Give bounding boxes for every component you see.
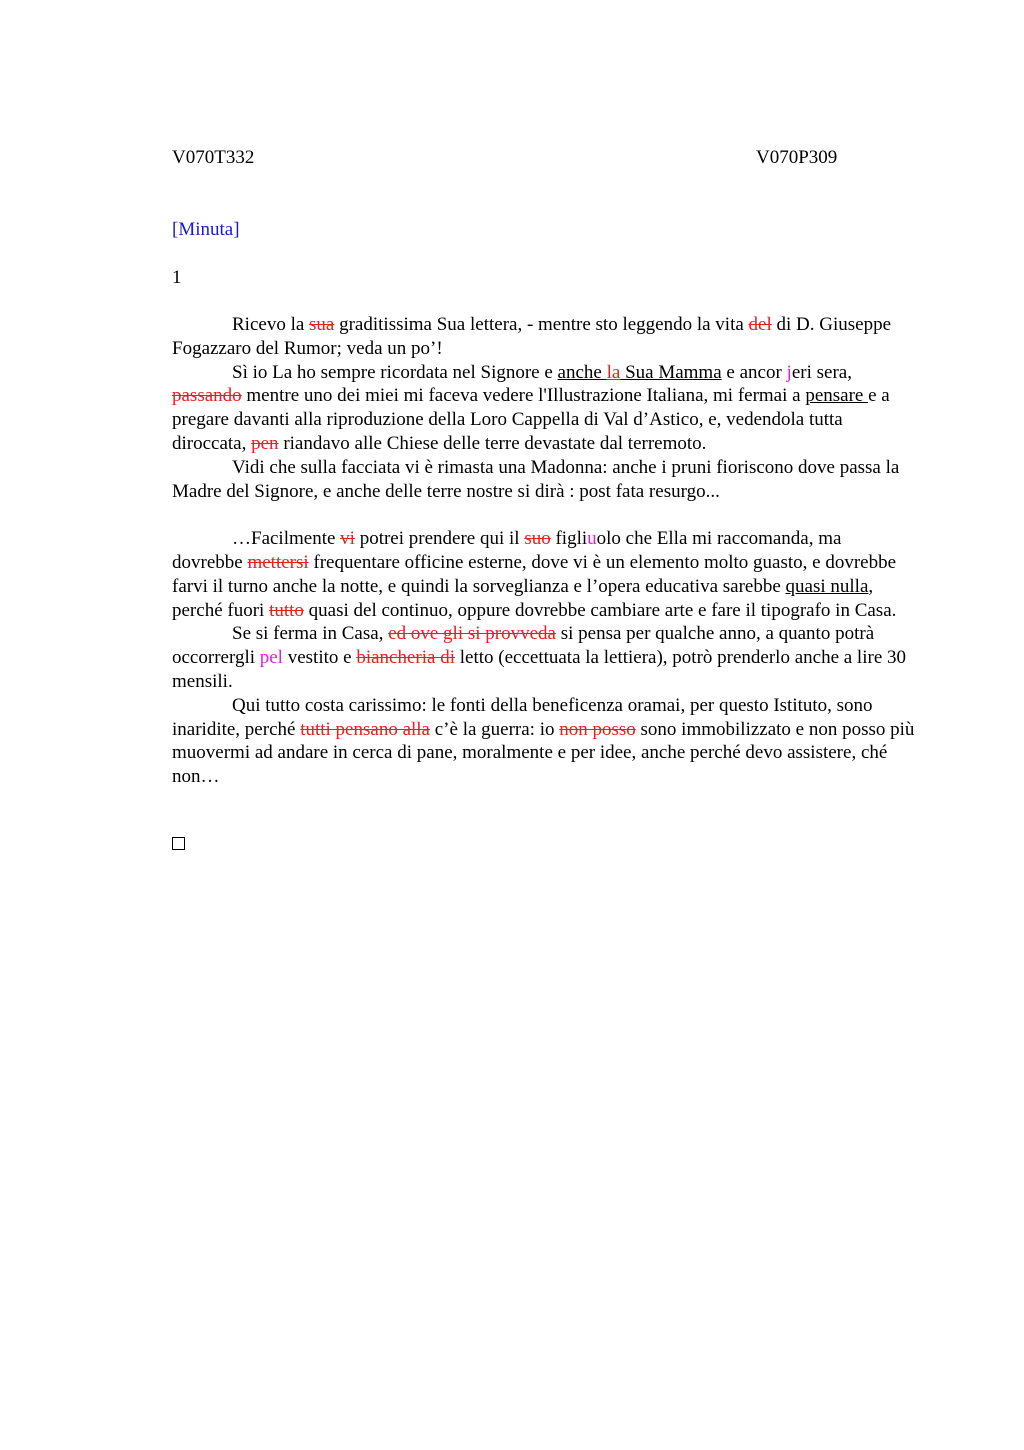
draft-label: [Minuta] — [172, 219, 240, 240]
added-text: pel — [259, 647, 283, 669]
deleted-text: suo — [524, 528, 551, 550]
paragraph-4 — [172, 527, 916, 622]
page-number: 1 — [172, 267, 182, 288]
text: olo che Ella mi raccomanda, ma dovrebbe — [172, 528, 842, 573]
deleted-text: non posso — [559, 718, 636, 740]
text: quasi del continuo, oppure dovrebbe cambiare arte e fare il tipografo in Casa. — [303, 599, 897, 621]
underlined-text: anche — [557, 361, 607, 383]
text: , perché fuori — [172, 575, 874, 621]
underlined-text: pensare — [805, 385, 869, 407]
text: e ancor — [721, 361, 787, 383]
text: graditissima Sua lettera, - mentre sto leggendo la vita — [334, 314, 749, 335]
document-code-right: V070P309 — [756, 147, 838, 168]
header-row — [172, 146, 916, 170]
text: c’è la guerra: io — [430, 718, 560, 740]
underlined-text: quasi nulla — [785, 575, 869, 597]
deleted-text: mettersi — [247, 551, 309, 573]
deleted-text: del — [748, 314, 772, 335]
text: Vidi che sulla facciata vi è rimasta una Madonna: anche i pruni fioriscono dove passa la Madre del Signore, e anche delle terre nostre si dirà : post fata resurgo... — [172, 456, 900, 502]
deleted-text: vi — [340, 528, 355, 550]
deleted-text: passando — [172, 385, 242, 407]
letter-body — [172, 313, 916, 789]
added-text: j — [786, 361, 792, 383]
paragraph-3 — [172, 456, 916, 504]
paragraph-5 — [172, 622, 916, 693]
text: riandavo alle Chiese delle terre devastate dal terremoto. — [278, 432, 707, 454]
document-code-left: V070T332 — [172, 147, 255, 168]
text: figli — [550, 528, 588, 550]
text: Ricevo la — [232, 314, 310, 335]
end-marker-box — [172, 837, 185, 850]
paragraph-2 — [172, 361, 916, 456]
deleted-text: tutti pensano alla — [300, 718, 430, 740]
text: potrei prendere qui il — [354, 528, 525, 550]
deleted-text: ed ove gli si provveda — [388, 623, 556, 645]
text: eri sera, — [791, 361, 852, 383]
text: sono immobilizzato e non posso più muovermi ad andare in cerca di pane, moralmente e per idee, anche perché devo assistere, ché non… — [172, 718, 915, 788]
text: e a pregare davanti alla riproduzione della Loro Cappella di Val d’Astico, e, vedendola tutta diroccata, — [172, 385, 890, 454]
text: …Facilmente — [232, 528, 341, 550]
paragraph-1 — [172, 313, 916, 361]
deleted-text: tutto — [269, 599, 304, 621]
text: Se si ferma in Casa, — [232, 623, 389, 645]
deleted-text: pen — [251, 432, 279, 454]
deleted-text: sua — [309, 314, 335, 335]
text: frequentare officine esterne, dove vi è un elemento molto guasto, e dovrebbe farvi il turno anche la notte, e quindi la sorveglianza e l’opera educativa sarebbe — [172, 551, 897, 597]
paragraph-gap — [172, 503, 916, 527]
added-text: u — [587, 528, 597, 550]
text: letto (eccettuata la lettiera), potrò prenderlo anche a lire 30 mensili. — [172, 647, 907, 692]
text: di D. Giuseppe Fogazzaro del Rumor; veda un po’! — [172, 314, 892, 359]
text: mentre uno dei miei mi faceva vedere l'Illustrazione Italiana, mi fermai a — [241, 385, 806, 407]
text: si pensa per qualche anno, a quanto potrà occorrergli — [172, 623, 875, 669]
deleted-text: la — [606, 361, 621, 383]
text: vestito e — [282, 647, 357, 669]
text: Sì io La ho sempre ricordata nel Signore e — [232, 361, 558, 383]
paragraph-6 — [172, 694, 916, 789]
text: Qui tutto costa carissimo: le fonti della beneficenza oramai, per questo Istituto, sono inaridite, perché — [172, 694, 873, 740]
underlined-text: Sua Mamma — [620, 361, 722, 383]
deleted-text: biancheria di — [356, 647, 455, 669]
